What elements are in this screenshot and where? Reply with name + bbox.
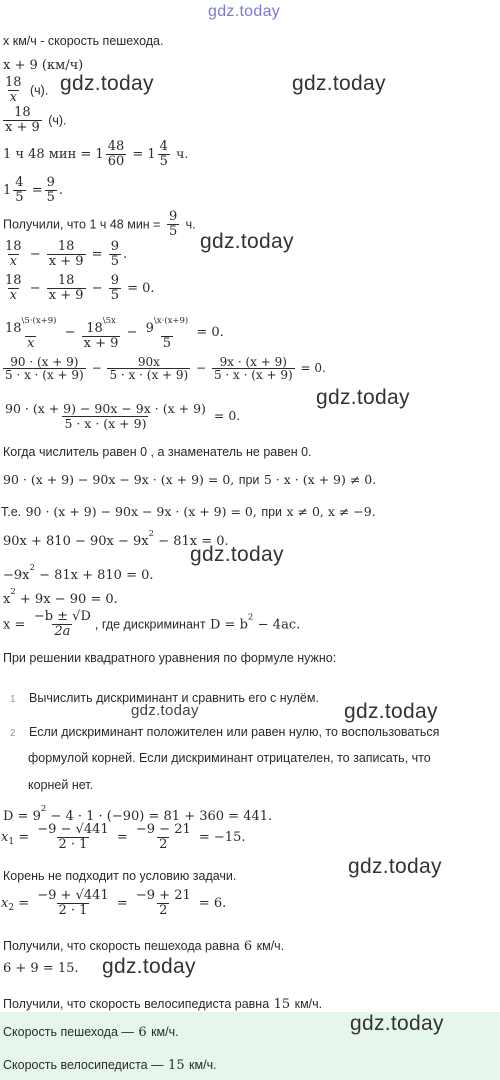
fraction xyxy=(109,274,121,303)
fraction xyxy=(144,314,191,351)
exponent: 2 xyxy=(40,804,47,814)
fraction-num: 18 xyxy=(86,321,103,336)
text: x xyxy=(1,830,9,845)
text: = xyxy=(116,830,128,845)
text: − xyxy=(29,281,41,296)
list-text: Если дискриминант положителен или равен нулю, то воспользоваться xyxy=(29,725,440,739)
text: D = b xyxy=(210,617,248,633)
math-line xyxy=(3,804,272,824)
text: км/ч. xyxy=(294,997,323,1011)
fraction xyxy=(82,314,121,351)
fraction xyxy=(3,402,208,431)
text: Скорость пешехода — xyxy=(3,1025,134,1039)
list-item xyxy=(10,689,319,707)
fraction-den: 5 xyxy=(162,336,172,351)
fraction-num: 9 xyxy=(110,239,119,254)
fraction xyxy=(3,76,24,105)
math-line xyxy=(1,240,127,269)
fraction-num: 18 xyxy=(5,239,22,254)
fraction-num: 90 · (x + 9) xyxy=(10,355,79,369)
fraction-den: 2a xyxy=(54,624,71,639)
math-line xyxy=(1,823,245,852)
text: Получили, что 1 ч 48 мин = xyxy=(3,217,161,232)
fraction-den: 5 xyxy=(15,190,24,205)
fraction xyxy=(134,823,193,852)
text: 90 · (x + 9) − 90x − 9x · (x + 9) = 0, xyxy=(25,504,257,519)
text: при xyxy=(261,505,283,519)
text: − xyxy=(91,361,102,375)
math-line xyxy=(1,106,67,135)
value: 6 xyxy=(243,939,253,954)
fraction xyxy=(167,210,179,239)
text: = xyxy=(116,896,128,911)
fraction-den: 5 · x · (x + 9) xyxy=(5,368,84,382)
text: , где дискриминант xyxy=(94,617,206,632)
watermark: gdz.today xyxy=(344,700,438,723)
fraction xyxy=(45,176,57,205)
value: 15 xyxy=(273,997,291,1012)
fraction-den: 5 · x · (x + 9) xyxy=(64,416,147,431)
fraction xyxy=(3,356,86,381)
fraction xyxy=(3,314,58,351)
fraction xyxy=(107,356,190,381)
math-line: x + 9 (км/ч) xyxy=(3,58,84,73)
math-line xyxy=(3,563,154,583)
text: Скорость велосипедиста — xyxy=(3,1058,164,1072)
text-line xyxy=(3,210,196,239)
text: Получили, что скорость пешехода равна xyxy=(3,939,240,953)
fraction-num: −b ± √D xyxy=(33,609,91,624)
math-line xyxy=(1,274,155,303)
math-line xyxy=(3,610,300,639)
text: 90x + 810 − 90x − 9x xyxy=(3,534,149,549)
text: ч. xyxy=(176,146,189,161)
text: D = 9 xyxy=(3,809,41,824)
fraction-num: −9 + √441 xyxy=(37,888,109,903)
fraction-num: 9 xyxy=(110,273,119,288)
fraction xyxy=(35,889,110,918)
fraction-den: x xyxy=(9,254,17,269)
fraction-num: 18 xyxy=(5,75,22,90)
text: (ч). xyxy=(30,83,49,98)
value: 15 xyxy=(168,1058,185,1073)
text-line xyxy=(3,995,322,1013)
math-line xyxy=(1,402,240,431)
watermark: gdz.today xyxy=(102,955,196,978)
text: = xyxy=(91,247,103,262)
fraction-den: x + 9 xyxy=(83,336,119,351)
fraction-num: 90x xyxy=(137,355,160,369)
text: = 0. xyxy=(127,281,155,296)
text: (ч). xyxy=(48,113,67,128)
math-line xyxy=(3,471,376,489)
fraction xyxy=(106,140,127,169)
text: = 0. xyxy=(196,325,224,340)
fraction-den: 2 · 1 xyxy=(58,903,88,918)
text: − 81x + 810 = 0. xyxy=(39,568,154,583)
fraction-den: 60 xyxy=(107,154,125,169)
text: = xyxy=(18,830,30,845)
fraction-num: 90 · (x + 9) − 90x − 9x · (x + 9) xyxy=(5,401,206,416)
math-line xyxy=(1,314,224,351)
math-line xyxy=(1,356,326,381)
text-line: При решении квадратного уравнения по формуле нужно: xyxy=(3,651,337,665)
text: − 4ac. xyxy=(257,617,301,633)
text: + 9x − 90 = 0. xyxy=(19,592,118,607)
math-line xyxy=(3,176,63,205)
text: 1 xyxy=(3,183,12,198)
math-line xyxy=(3,529,229,549)
fraction-num: 9 xyxy=(145,321,154,336)
fraction-den: x xyxy=(27,336,35,351)
fraction-num: 4 xyxy=(15,175,24,190)
list-number: 1 xyxy=(10,694,16,705)
text: = −15. xyxy=(198,830,246,845)
watermark: gdz.today xyxy=(200,230,294,253)
math-line xyxy=(3,140,188,169)
answer-line xyxy=(3,1023,179,1041)
list-text: Вычислить дискриминант и сравнить его с нулём. xyxy=(29,691,319,705)
exponent: 2 xyxy=(29,563,35,573)
value: 6 xyxy=(138,1025,147,1040)
watermark: gdz.today xyxy=(350,1012,444,1035)
text: x ≠ 0, x ≠ −9. xyxy=(286,504,376,519)
text: = xyxy=(18,896,30,911)
text-line xyxy=(3,937,284,955)
fraction-den: 2 xyxy=(159,837,168,852)
text: − xyxy=(91,281,103,296)
fraction xyxy=(3,274,24,303)
text: − xyxy=(29,247,41,262)
text-line: Когда числитель равен 0 , а знаменатель не равен 0. xyxy=(3,445,312,459)
text: − 81x = 0. xyxy=(158,534,229,549)
fraction-den: x + 9 xyxy=(5,120,40,135)
subscript: 1 xyxy=(8,837,15,847)
fraction xyxy=(109,240,121,269)
fraction-den: 2 · 1 xyxy=(58,837,88,852)
fraction-den: 5 xyxy=(159,154,168,169)
fraction xyxy=(212,356,295,381)
fraction-num: −9 + 21 xyxy=(135,888,191,903)
text: = 0. xyxy=(213,408,241,423)
watermark: gdz.today xyxy=(348,855,442,878)
fraction-den: 5 · x · (x + 9) xyxy=(213,368,293,382)
fraction xyxy=(13,176,25,205)
subscript: 2 xyxy=(8,903,15,913)
text: 1 ч 48 мин = 1 xyxy=(3,147,104,162)
fraction-den: x xyxy=(9,90,17,105)
fraction xyxy=(158,140,170,169)
text: Т.е. xyxy=(1,505,22,519)
fraction xyxy=(3,240,24,269)
multiplier: \5x xyxy=(102,316,116,326)
watermark-top: gdz.today xyxy=(208,3,281,20)
math-line xyxy=(3,587,118,607)
fraction-num: 9x · (x + 9) xyxy=(219,355,287,369)
fraction-num: 18 xyxy=(57,239,75,254)
watermark: gdz.today xyxy=(190,543,284,566)
fraction xyxy=(47,274,86,303)
text: − xyxy=(196,361,207,375)
fraction-num: −9 − 21 xyxy=(135,822,191,837)
text: км/ч. xyxy=(256,939,285,953)
fraction-den: x + 9 xyxy=(48,288,84,303)
answer-line xyxy=(3,1056,217,1074)
watermark: gdz.today xyxy=(60,72,154,95)
text: . xyxy=(58,183,64,198)
fraction xyxy=(134,889,193,918)
text: −9x xyxy=(3,568,30,583)
fraction-num: 4 xyxy=(159,139,168,154)
fraction-den: 5 xyxy=(110,254,119,269)
text: = xyxy=(31,183,43,198)
watermark: gdz.today xyxy=(316,386,410,409)
text: км/ч. xyxy=(151,1025,179,1039)
text: = 1 xyxy=(132,147,156,162)
fraction xyxy=(35,823,110,852)
multiplier: \x·(x+9) xyxy=(153,316,189,326)
exponent: 2 xyxy=(10,587,16,597)
fraction-den: 5 xyxy=(46,190,55,205)
list-number: 2 xyxy=(10,728,16,739)
fraction-num: 18 xyxy=(5,321,22,336)
math-line: 6 + 9 = 15. xyxy=(3,961,79,976)
text: = 6. xyxy=(198,896,227,911)
multiplier: \5·(x+9) xyxy=(21,316,57,326)
text: x = xyxy=(3,617,26,633)
fraction-num: 18 xyxy=(5,273,22,288)
text: = 0. xyxy=(300,361,326,375)
list-text: формулой корней. Если дискриминант отрицателен, то записать, что xyxy=(28,751,431,765)
fraction xyxy=(32,610,93,639)
text: . xyxy=(122,247,128,262)
exponent: 2 xyxy=(247,612,254,623)
math-line xyxy=(1,76,48,105)
fraction xyxy=(47,240,86,269)
text: км/ч. xyxy=(189,1058,217,1072)
fraction-den: 5 xyxy=(110,288,119,303)
fraction-num: −9 − √441 xyxy=(37,822,109,837)
fraction-den: x xyxy=(9,288,17,303)
fraction-den: 5 · x · (x + 9) xyxy=(109,368,189,382)
fraction-den: 5 xyxy=(168,224,178,239)
text: − 4 · 1 · (−90) = 81 + 360 = 441. xyxy=(50,809,273,824)
watermark: gdz.today xyxy=(292,72,386,95)
text: − xyxy=(126,325,138,340)
fraction-num: 18 xyxy=(14,105,31,120)
fraction-den: x + 9 xyxy=(48,254,84,269)
fraction-den: 2 xyxy=(159,903,168,918)
fraction-num: 9 xyxy=(168,209,178,224)
text: 90 · (x + 9) − 90x − 9x · (x + 9) = 0, xyxy=(3,472,235,487)
fraction-num: 18 xyxy=(57,273,75,288)
math-line xyxy=(1,503,376,521)
text: при xyxy=(238,473,260,487)
fraction-num: 48 xyxy=(107,139,125,154)
list-item xyxy=(10,723,439,741)
text: x xyxy=(3,592,11,607)
fraction xyxy=(3,106,42,135)
text: − xyxy=(64,325,76,340)
list-text: корней нет. xyxy=(28,778,94,792)
watermark: gdz.today xyxy=(131,702,199,719)
exponent: 2 xyxy=(148,529,155,539)
text: 5 · x · (x + 9) ≠ 0. xyxy=(263,472,377,487)
text: ч. xyxy=(185,217,196,232)
fraction-num: 9 xyxy=(46,175,55,190)
text: x xyxy=(1,896,9,911)
text-line: Корень не подходит по условию задачи. xyxy=(3,869,237,883)
math-line xyxy=(1,889,226,918)
text-line: x км/ч - скорость пешехода. xyxy=(3,34,164,48)
text: Получили, что скорость велосипедиста равна xyxy=(3,997,270,1011)
